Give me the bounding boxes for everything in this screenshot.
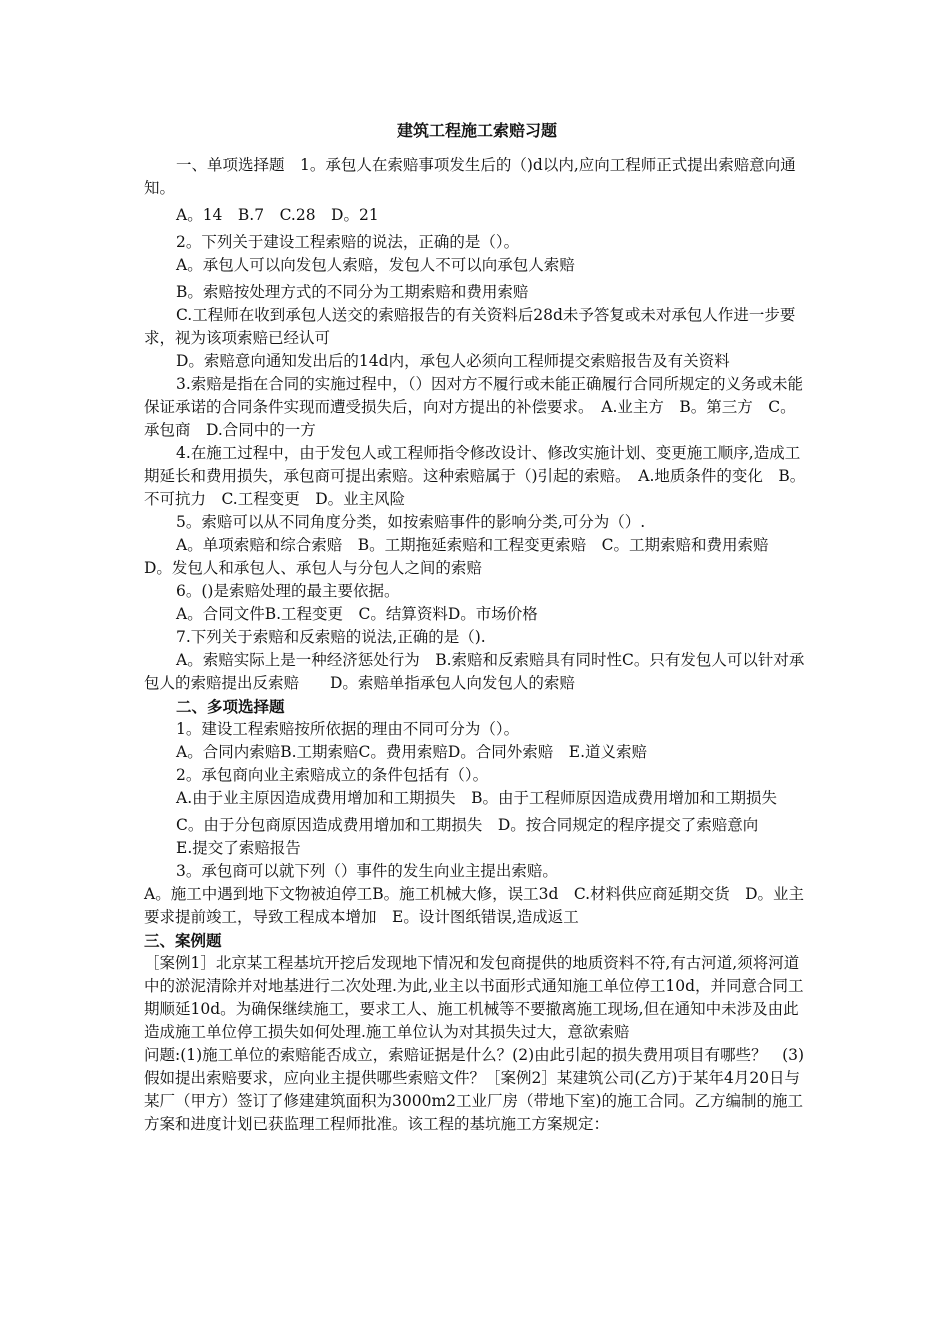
paragraph: ［案例1］北京某工程基坑开挖后发现地下情况和发包商提供的地质资料不符,有古河道,须将河道中的淤泥清除并对地基进行二次处理.为此,业主以书面形式通知施工单位停工10d，并同意合同工期顺延10d。为确保继续施工，要求工人、施工机械等不要撤离施工现场,但在通知中未涉及由此造成施工单位停工损失如何处理.施工单位认为对其损失过大，意欲索赔 — [144, 954, 804, 1041]
paragraph: 5。索赔可以从不同角度分类，如按索赔事件的影响分类,可分为（）. — [176, 513, 646, 531]
paragraph: A。施工中遇到地下文物被迫停工B。施工机械大修，误工3d C.材料供应商延期交货 D。业主要求提前竣工，导致工程成本增加 E。设计图纸错误,造成返工 — [144, 885, 805, 926]
paragraph: D。索赔意向通知发出后的14d内，承包人必须向工程师提交索赔报告及有关资料 — [176, 352, 730, 370]
paragraph: A。合同文件B.工程变更 C。结算资料D。市场价格 — [176, 605, 538, 623]
paragraph: A。承包人可以向发包人索赔，发包人不可以向承包人索赔 — [176, 256, 575, 274]
paragraph: 1。建设工程索赔按所依据的理由不同可分为（）。 — [176, 720, 520, 738]
paragraph: C.工程师在收到承包人送交的索赔报告的有关资料后28d未予答复或未对承包人作进一步要求，视为该项索赔已经认可 — [144, 306, 796, 347]
paragraph: A。单项索赔和综合索赔 B。工期拖延索赔和工程变更索赔 C。工期索赔和费用索赔 D。发包人和承包人、承包人与分包人之间的索赔 — [144, 536, 784, 577]
paragraph: 2。下列关于建设工程索赔的说法，正确的是（）。 — [176, 233, 520, 251]
paragraph: A。14 B.7 C.28 D。21 — [176, 206, 379, 224]
document-body — [144, 118, 810, 1136]
document-title: 建筑工程施工索赔习题 — [396, 121, 557, 140]
paragraph: C。由于分包商原因造成费用增加和工期损失 D。按合同规定的程序提交了索赔意向 — [176, 816, 759, 834]
paragraph: B。索赔按处理方式的不同分为工期索赔和费用索赔 — [176, 283, 529, 301]
paragraph: A.由于业主原因造成费用增加和工期损失 B。由于工程师原因造成费用增加和工期损失 — [176, 789, 778, 807]
paragraph: 4.在施工过程中，由于发包人或工程师指令修改设计、修改实施计划、变更施工顺序,造成工期延长和费用损失，承包商可提出索赔。这种索赔属于（)引起的索赔。 A.地质条件的变化 B。不可抗力 C.工程变更 D。业主风险 — [144, 444, 806, 508]
paragraph: 3。承包商可以就下列（）事件的发生向业主提出索赔。 — [176, 862, 558, 880]
paragraph: 7.下列关于索赔和反索赔的说法,正确的是（). — [176, 628, 486, 646]
paragraph: 一、单项选择题 1。承包人在索赔事项发生后的（)d以内,应向工程师正式提出索赔意向通知。 — [144, 156, 796, 197]
section-heading: 三、案例题 — [144, 931, 222, 950]
section-heading: 二、多项选择题 — [176, 697, 285, 716]
paragraph: 问题:(1)施工单位的索赔能否成立，索赔证据是什么？(2)由此引起的损失费用项目有哪些？ (3)假如提出索赔要求，应向业主提供哪些索赔文件？［案例2］某建筑公司(乙方)于某年4月20日与某厂（甲方）签订了修建建筑面积为3000m2工业厂房（带地下室)的施工合同。乙方编制的施工方案和进度计划已获监理工程师批准。该工程的基坑施工方案规定： — [144, 1046, 805, 1133]
paragraph: A。合同内索赔B.工期索赔C。费用索赔D。合同外索赔 E.道义索赔 — [176, 743, 648, 761]
paragraph: 3.索赔是指在合同的实施过程中，（）因对方不履行或未能正确履行合同所规定的义务或未能保证承诺的合同条件实现而遭受损失后，向对方提出的补偿要求。 A.业主方 B。第三方 C。承包商 D.合同中的一方 — [144, 375, 804, 439]
paragraph: E.提交了索赔报告 — [176, 839, 301, 857]
paragraph: 2。承包商向业主索赔成立的条件包括有（）。 — [176, 766, 489, 784]
paragraph: 6。()是索赔处理的最主要依据。 — [176, 582, 400, 600]
paragraph: A。索赔实际上是一种经济惩处行为 B.索赔和反索赔具有同时性C。只有发包人可以针对承包人的索赔提出反索赔 D。索赔单指承包人向发包人的索赔 — [144, 651, 805, 692]
